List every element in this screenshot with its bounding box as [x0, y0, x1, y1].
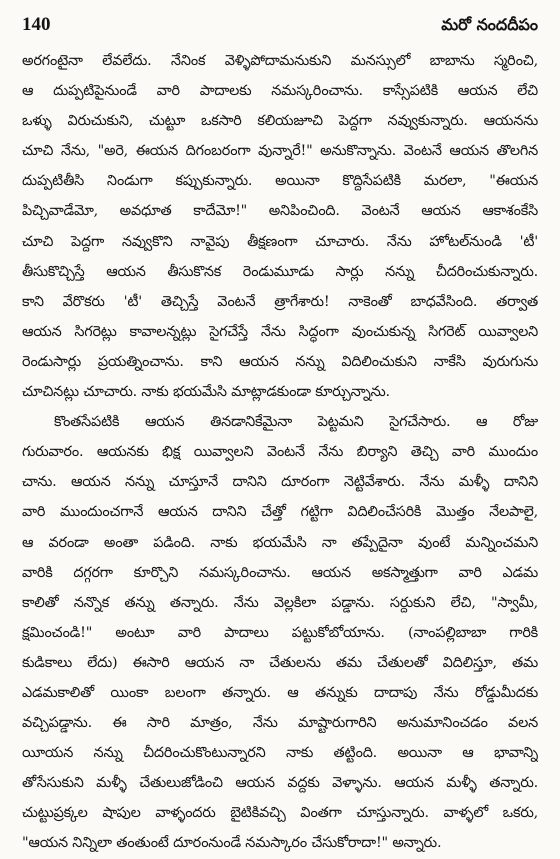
- text-line: యీయన నన్ను చీదరించుకొంటున్నారని నాకు తట్టింది. అయినా ఆ భావాన్ని: [22, 745, 538, 762]
- text-line: కాని వేరొకరు 'టీ' తెచ్చిస్తే వెంటనే త్రాగేశారు! నాకెంతో బాధవేసింది. తర్వాత: [22, 293, 538, 310]
- text-line: ఎడమకాలితో యింకా బలంగా తన్నారు. ఆ తన్నుకు దాదాపు నేను రోడ్డుమీదకు: [22, 684, 538, 701]
- text-line: ఆ దుప్పటిపైనుండే వారి పాదాలకు నమస్కరించాను. కాస్సేపటికి ఆయన లేచి: [22, 83, 538, 100]
- page-header: [22, 14, 538, 44]
- text-line: పిచ్చివాడేమో, అవధూత కాదేమో!" అనిపించింది. వెంటనే ఆయన ఆకాశంకేసి: [22, 203, 538, 220]
- text-line: గురువారం. ఆయనకు భిక్ష యివ్వాలని వెంటనే నేను బిర్యాని తెచ్చి వారి ముందుం: [22, 444, 538, 461]
- text-line: క్షమించండి!" అంటూ వారి పాదాలు పట్టుకోబోయాను. (నాంపల్లిబాబా గారికి: [22, 624, 538, 641]
- text-line: ఒళ్ళు విరుచుకుని, చుట్టూ ఒకసారి కలియజూచి పెద్దగా నవ్వుకున్నారు. ఆయనను: [22, 113, 538, 130]
- text-line: వచ్చిపడ్డాను. ఈ సారి మాత్రం, నేను మాష్టారుగారిని అనుమానించడం వలన: [22, 715, 538, 732]
- text-line: తోసేసుకుని మళ్ళీ చేతులుజోడించి ఆయన వద్దకు వెళ్ళాను. ఆయన మళ్ళీ తన్నారు.: [22, 775, 538, 792]
- page-body: [22, 46, 538, 859]
- text-line: రెండుసార్లు ప్రయత్నించాను. కాని ఆయన నన్ను విదిలించుకుని నాకేసి వురుగును: [22, 353, 538, 370]
- text-line: చుట్టుప్రక్కల షాపుల వాళ్ళందరు బైటికివచ్చి వింతగా చూస్తున్నారు. వాళ్ళలో ఒకరు,: [22, 805, 538, 822]
- text-line: వారికి దగ్గరగా కూర్చొని నమస్కరించాను. ఆయన అకస్మాత్తుగా వారి ఎడమ: [22, 564, 538, 581]
- text-line: వారి ముందుంచగానే ఆయన దానిని చేత్తో గట్టిగా విదిలించేసరికి మొత్తం నేలపాలై,: [22, 504, 538, 521]
- text-line: ఆ వరండా అంతా పడింది. నాకు భయమేసి నా తప్పేదైనా వుంటే మన్నించమని: [22, 534, 538, 551]
- text-line: చూచినట్లు చూచారు. నాకు భయమేసి మాట్లాడకుండా కూర్చున్నాను.: [22, 384, 390, 401]
- text-line: తీసుకొచ్చిస్తే ఆయన తీసుకొనక రెండుమూడు సార్లు నన్ను చీదరించుకున్నారు.: [22, 263, 538, 280]
- text-line: చూచి నేను, "అరె, ఈయన దిగంబరంగా వున్నారే!" అనుకొన్నాను. వెంటనే ఆయన తొలగిన: [22, 143, 538, 160]
- paragraph: [22, 46, 538, 407]
- text-line: చూచి పెద్దగా నవ్వుకొని నావైపు తీక్షణంగా చూచారు. నేను హోటల్‌నుండి 'టీ': [22, 233, 538, 250]
- running-title: మరో నందదీపం: [441, 15, 538, 34]
- text-line: కాలితో నన్నొక తన్ను తన్నారు. నేను వెల్లకిలా పడ్డాను. సర్దుకుని లేచి, "స్వామీ,: [22, 594, 538, 611]
- text-line: అరగంటైనా లేవలేదు. నేనింక వెళ్ళిపోదామనుకుని మనస్సులో బాబాను స్మరించి,: [22, 53, 538, 69]
- text-line: కొంతసేపటికి ఆయన తినడానికేమైనా పెట్టమని సైగచేసారు. ఆ రోజు: [54, 414, 538, 431]
- page-number: 140: [22, 14, 51, 35]
- text-line: దుప్పటితీసి నిండుగా కప్పుకున్నారు. అయినా కొద్దిసేపటికి మరలా, "ఈయన: [22, 173, 538, 190]
- text-line: "ఆయన నిన్నిలా తంతుంటే దూరంనుండే నమస్కారం చేసుకోరాదా!" అన్నారు.: [22, 835, 442, 852]
- text-line: చాను. ఆయన నన్ను చూస్తూనే దానిని దూరంగా నెట్టివేశారు. నేను మళ్ళీ దానిని: [22, 474, 538, 491]
- text-line: ఆయన సిగరెట్లు కావాలన్నట్లు సైగచేస్తే నేను సిద్ధంగా వుంచుకున్న సిగరెట్ యివ్వాలని: [22, 323, 538, 340]
- text-line: కుడికాలు లేదు) ఈసారి ఆయన నా చేతులను తమ చేతులతో విదిలిస్తూ, తమ: [22, 654, 538, 671]
- paragraph: [22, 407, 538, 858]
